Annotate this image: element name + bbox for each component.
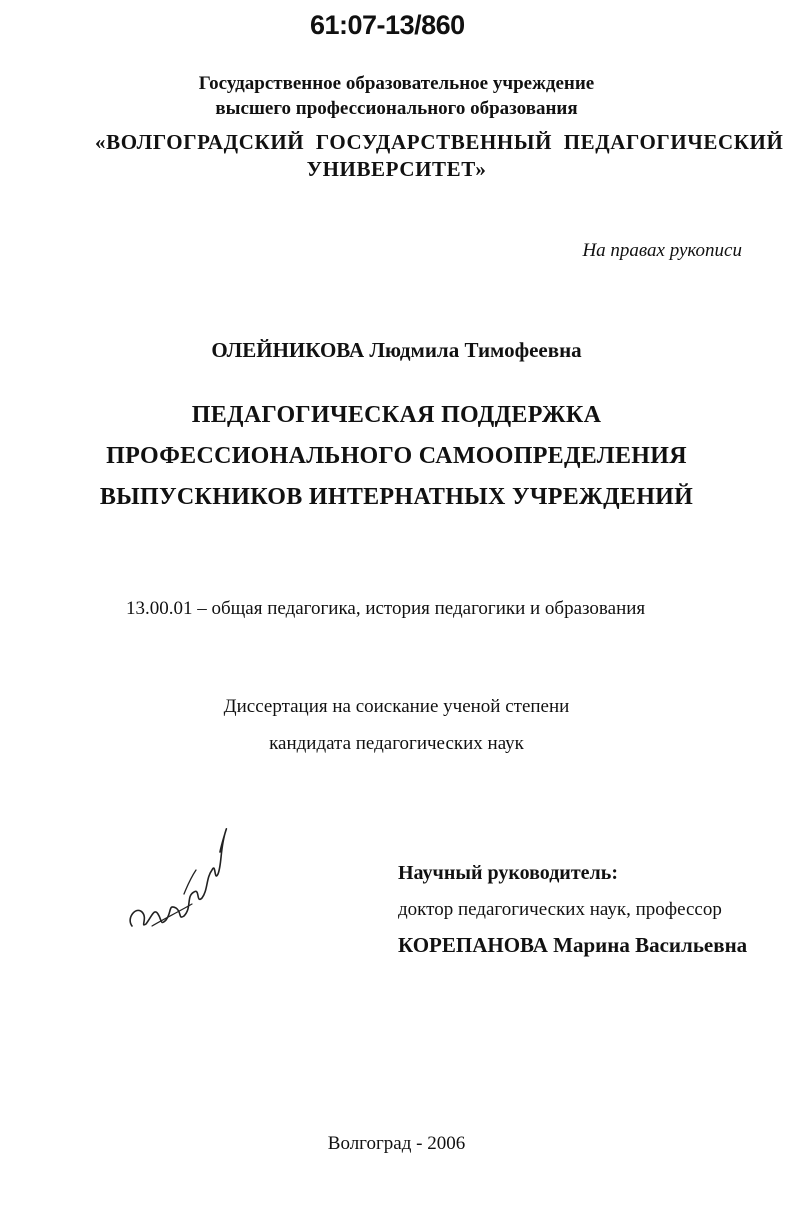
city: Волгоград — [327, 1133, 412, 1154]
supervisor-degree: доктор педагогических наук, профессор — [398, 899, 722, 920]
handwritten-signature — [122, 808, 232, 938]
institution-line-2: высшего профессионального образования — [215, 98, 578, 119]
institution-line-1: Государственное образовательное учреждение — [198, 73, 595, 94]
supervisor-name — [398, 933, 747, 958]
specialty-code: 13.00.01 – общая педагогика, история педагогики и образования — [126, 598, 646, 619]
supervisor-label: Научный руководитель: — [398, 862, 618, 884]
supervisor-given-names: Марина Васильевна — [553, 933, 748, 957]
catalog-code: 61:07-13/860 — [310, 10, 465, 40]
dissertation-title-line-3: ВЫПУСКНИКОВ ИНТЕРНАТНЫХ УЧРЕЖДЕНИЙ — [99, 484, 694, 510]
manuscript-rights-note: На правах рукописи — [582, 240, 742, 261]
degree-line-1: Диссертация на соискание ученой степени — [223, 696, 570, 717]
university-name-line-1: «ВОЛГОГРАДСКИЙ ГОСУДАРСТВЕННЫЙ ПЕДАГОГИЧЕСКИЙ — [95, 130, 784, 154]
supervisor-surname: КОРЕПАНОВА — [398, 933, 548, 957]
degree-line-2: кандидата педагогических наук — [269, 733, 524, 754]
year: 2006 — [427, 1133, 466, 1154]
author-given-names: Людмила Тимофеевна — [369, 338, 582, 362]
author-surname: ОЛЕЙНИКОВА — [211, 338, 365, 362]
university-name-line-2: УНИВЕРСИТЕТ» — [306, 157, 487, 181]
city-year-separator: - — [411, 1133, 428, 1154]
dissertation-title-line-1: ПЕДАГОГИЧЕСКАЯ ПОДДЕРЖКА — [191, 402, 602, 428]
dissertation-title-line-2: ПРОФЕССИОНАЛЬНОГО САМООПРЕДЕЛЕНИЯ — [106, 443, 687, 469]
city-and-year — [0, 1133, 793, 1155]
author-name — [0, 338, 793, 363]
